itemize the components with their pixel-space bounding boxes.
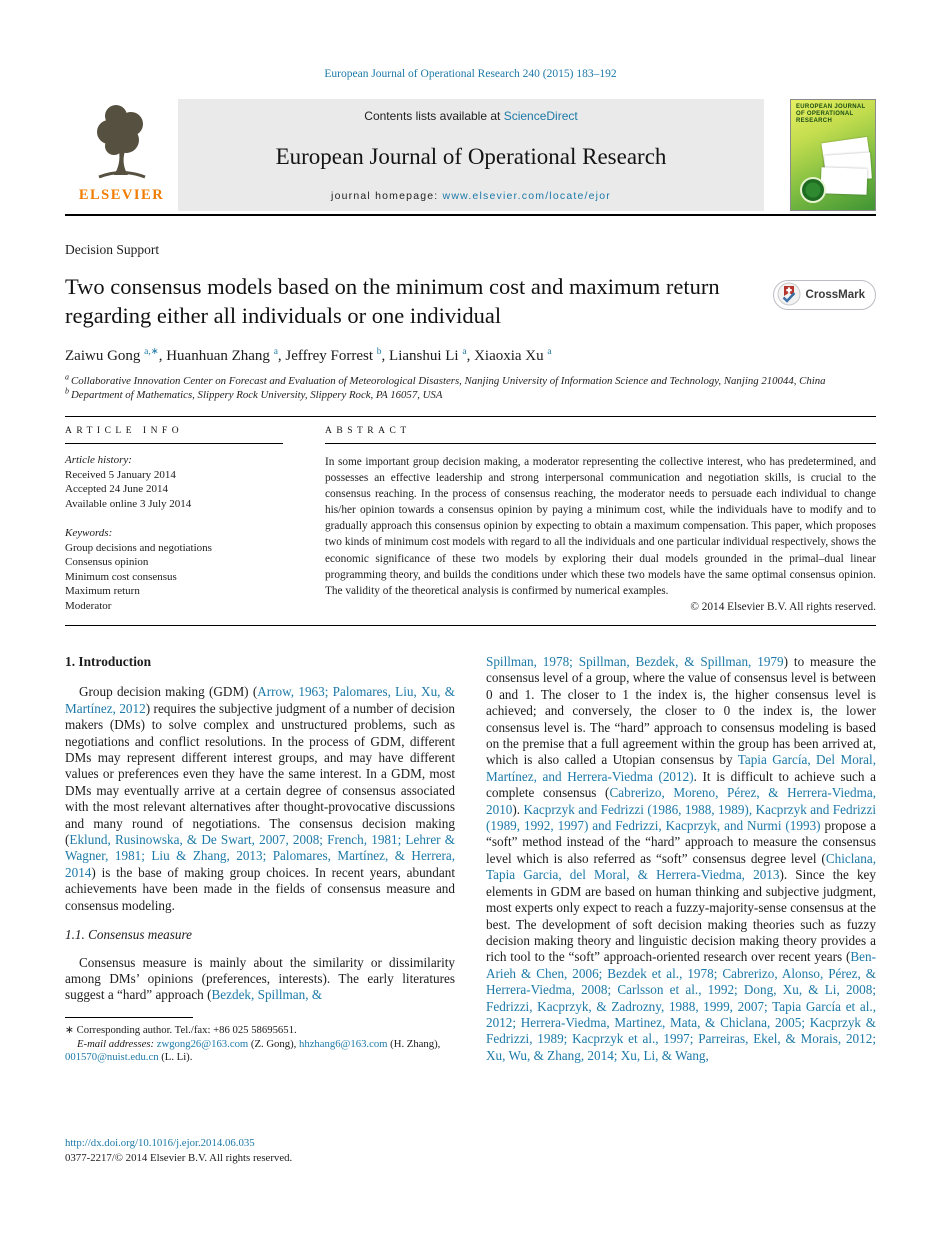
intro-paragraph <box>65 684 455 914</box>
article-body <box>65 654 876 1065</box>
affiliation <box>65 374 876 388</box>
crossmark-label: CrossMark <box>805 289 865 301</box>
issn-copyright: 0377-2217/© 2014 Elsevier B.V. All rights reserved. <box>65 1152 293 1164</box>
citation-link[interactable]: Cabrerizo, Moreno, Pérez, & Herrera-Viedma, 2010 <box>486 785 877 817</box>
citation-link[interactable]: Kacprzyk and Fedrizzi (1986, 1988, 1989), Kacprzyk and Fedrizzi (1989, 1992, 1997) and Fedrizzi, Kacprzyk, and Nurmi (1993) <box>486 801 876 834</box>
citation-link[interactable]: Chiclana, Tapia Garcia, del Moral, & Herrera-Viedma, 2013 <box>486 850 876 883</box>
keywords-label: Keywords: <box>65 527 113 539</box>
cover-globe-icon <box>800 177 826 203</box>
elsevier-logo <box>65 99 178 211</box>
consensus-measure-heading: 1.1. Consensus measure <box>65 927 192 943</box>
crossmark-badge[interactable] <box>773 280 876 310</box>
divider-rule <box>65 443 283 444</box>
text-segment: ) to measure the consensus level of a group, where the value of consensus level is between 0 and 1. The closer to 1 the index is, the higher consensus level is achieved; and conversely, the closer to 0 the index is, the lower consensus level is. The “hard” approach to consensus modeling is based on the premise that a full agreement within the group has been arrived at, which is also called a Utopian consensus by <box>486 654 876 768</box>
journal-banner <box>178 99 764 211</box>
affiliation-marker: b <box>65 386 71 396</box>
affiliation-ref[interactable]: b <box>376 347 382 357</box>
text-segment: , Lianshui Li <box>381 348 463 364</box>
article-info-abstract-section <box>65 416 876 626</box>
affiliation <box>65 388 876 402</box>
email-link[interactable]: 001570@nuist.edu.cn <box>65 1051 159 1064</box>
body-column-right <box>486 654 876 1065</box>
divider-rule <box>65 625 876 626</box>
elsevier-logo-text: ELSEVIER <box>78 187 165 203</box>
history-item: Accepted 24 June 2014 <box>65 483 168 495</box>
text-segment: propose a “soft” method instead of the “hard” approach to measure the consensus level which is also referred as “soft” consensus degree level ( <box>486 818 876 866</box>
article-section-label: Decision Support <box>65 242 160 257</box>
journal-homepage-label: journal homepage: <box>331 190 443 202</box>
text-segment: Consensus measure is mainly about the similarity or dissimilarity among DMs’ opinions (preferences, interests). The early literatures suggest a “hard” approach ( <box>65 954 455 1003</box>
introduction-heading: 1. Introduction <box>65 654 152 669</box>
text-segment: ). <box>512 801 524 817</box>
citation-link[interactable]: Spillman, 1978; Spillman, Bezdek, & Spillman, 1979 <box>486 654 784 669</box>
keyword-item: Moderator <box>65 599 112 612</box>
affiliation-list <box>65 374 876 402</box>
history-item: Received 5 January 2014 <box>65 468 176 481</box>
text-segment: ) requires the subjective judgment of a number of decision makers (DMs) to solve complex and unstructured problems, such as negotiations and conflict resolutions. In the process of GDM, different DMs may represent different interest groups, and may have different values or preferences even they have the same interest. In a GDM, most DMs may eventually arrive at a certain degree of consensus associated with the most relevant alternatives after thought-provocative discussions and many round of negotiations. The consensus decision making ( <box>65 700 455 848</box>
keyword-item: Minimum cost consensus <box>65 570 177 583</box>
citation-link[interactable]: Tapia García, Del Moral, Martínez, and Herrera-Viedma (2012) <box>486 752 876 784</box>
abstract-heading: ABSTRACT <box>325 426 411 436</box>
abstract-column <box>325 417 876 613</box>
author-list <box>65 348 876 365</box>
affiliation-ref[interactable]: a <box>462 347 467 357</box>
contents-lists-line <box>364 109 577 123</box>
corresponding-author-note: ∗ Corresponding author. Tel./fax: +86 025 58695651. <box>65 1023 297 1036</box>
doi-link[interactable]: http://dx.doi.org/10.1016/j.ejor.2014.06.035 <box>65 1137 255 1149</box>
journal-cover-title: EUROPEAN JOURNAL OF OPERATIONAL RESEARCH <box>796 104 866 124</box>
cover-pages-graphic <box>821 167 868 195</box>
contents-lists-text: Contents lists available at <box>364 109 504 123</box>
header-rule <box>65 214 876 216</box>
text-segment: ). Since the key elements in GDM are based on human thinking and subjective judgment, most experts only expect to reach a fuzzy-majority-sense consensus at the best. The development of soft decision making theories such as fuzzy decision making theory and linguistic decision making theory provides a rich tool to the “soft” approach-oriented research over recent years ( <box>486 867 877 965</box>
text-segment: (H. Zhang), <box>387 1037 441 1050</box>
article-history-label: Article history: <box>65 454 132 466</box>
affiliation-ref[interactable]: a <box>273 347 278 357</box>
imprint-block <box>65 1136 292 1166</box>
text-segment: (Z. Gong), <box>248 1037 299 1050</box>
footnote-block <box>65 1017 455 1065</box>
consensus-measure-paragraph <box>65 955 455 1004</box>
keyword-item: Maximum return <box>65 585 140 597</box>
consensus-measure-continued <box>486 654 876 1064</box>
text-segment: , Xiaoxia Xu <box>466 348 548 364</box>
keyword-item: Group decisions and negotiations <box>65 541 212 554</box>
journal-citation-link[interactable]: European Journal of Operational Research 240 (2015) 183–192 <box>324 68 617 80</box>
affiliation-ref[interactable]: a,∗ <box>144 347 159 357</box>
article-info-heading: ARTICLE INFO <box>65 426 184 436</box>
text-segment: Department of Mathematics, Slippery Rock University, Slippery Rock, PA 16057, USA <box>71 389 443 401</box>
crossmark-icon <box>777 282 801 309</box>
article-title: Two consensus models based on the minimum cost and maximum return regarding either all individuals or one individual <box>65 274 720 328</box>
affiliation-marker: a <box>65 372 71 382</box>
text-segment: , Jeffrey Forrest <box>277 348 377 364</box>
citation-link[interactable]: Ben-Arieh & Chen, 2006; Bezdek et al., 1978; Cabrerizo, Alonso, Pérez, & Herrera-Viedma, 2008; Carlsson et al., 1992; Dong, Xu, & Li, 2008; Fedrizzi, Kacprzyk, & Zadrozny, 1988, 1999, 2007; Tapia García et al., 2012; Herrera-Viedma, Martinez, Mata, & Chiclana, 2005; Kacprzyk & Fedrizzi, 1989; Kacprzyk et al., 1997; Parreiras, Ekel, & Morais, 2012; Xu, Wu, & Zhang, 2014; Xu, Li, & Wang, <box>486 949 876 1063</box>
journal-homepage-link[interactable]: www.elsevier.com/locate/ejor <box>442 190 611 202</box>
journal-homepage-line <box>331 190 611 202</box>
email-link[interactable]: hhzhang6@163.com <box>299 1037 388 1050</box>
text-segment: (L. Li). <box>158 1051 193 1064</box>
abstract-copyright: © 2014 Elsevier B.V. All rights reserved. <box>690 600 876 613</box>
body-column-left <box>65 654 455 1065</box>
text-segment: . It is difficult to achieve such a complete consensus ( <box>486 768 876 801</box>
text-segment: Collaborative Innovation Center on Forecast and Evaluation of Meteorological Disasters, Nanjing University of Information Science and Technology, Nanjing 210044, China <box>71 375 826 387</box>
email-addresses-note <box>65 1038 455 1066</box>
sciencedirect-link[interactable]: ScienceDirect <box>503 109 578 123</box>
divider-rule <box>325 443 876 444</box>
journal-cover-thumbnail[interactable] <box>790 99 876 211</box>
history-item: Available online 3 July 2014 <box>65 497 192 510</box>
text-segment: ) is the base of making group choices. In recent years, abundant achievements have been made in the fields of consensus measure and consensus modeling. <box>65 864 455 913</box>
affiliation-ref[interactable]: a <box>547 347 552 357</box>
text-segment: Group decision making (GDM) ( <box>79 684 258 700</box>
citation-link[interactable]: Arrow, 1963; Palomares, Liu, Xu, & Martínez, 2012 <box>65 684 455 716</box>
abstract-text: In some important group decision making, a moderator representing the collective interest, who has predetermined, and possesses an effective leadership and strong interpersonal communication and negotiation skills, is crucial to the consensus reaching. In the process of consensus reaching, the moderator needs to persuade each individual to change his/her opinion towards a consensus opinion by paying a minimum cost, while the individuals have to modify and to gradually approach this consensus opinion by expecting to obtain a maximum compensation. This paper, which proposes two kinds of minimum cost models with regard to all the individuals and one particular individual respectively, shows the economic significance of these two models by exploring their dual models grounded in the primal–dual linear programming theory, and builds the conditions under which these two models have the same optimal consensus opinion. The validity of the theoretical analysis is confirmed by numerical examples. <box>325 456 876 597</box>
citation-link[interactable]: Eklund, Rusinowska, & De Swart, 2007, 2008; French, 1981; Lehrer & Wagner, 1981; Liu & Zhang, 2013; Palomares, Martínez, & Herrera, 2014 <box>65 832 455 880</box>
journal-title: European Journal of Operational Research <box>275 143 667 169</box>
footnote-rule <box>65 1017 193 1018</box>
text-segment: , Huanhuan Zhang <box>158 348 274 364</box>
text-segment: Zaiwu Gong <box>65 348 145 364</box>
elsevier-tree-icon <box>86 99 158 186</box>
email-link[interactable]: zwgong26@163.com <box>156 1037 249 1050</box>
citation-link[interactable]: Bezdek, Spillman, & <box>211 987 323 1003</box>
journal-header <box>65 99 876 211</box>
text-segment: E-mail addresses: <box>77 1037 157 1050</box>
keyword-item: Consensus opinion <box>65 556 149 568</box>
article-info-column <box>65 417 283 613</box>
